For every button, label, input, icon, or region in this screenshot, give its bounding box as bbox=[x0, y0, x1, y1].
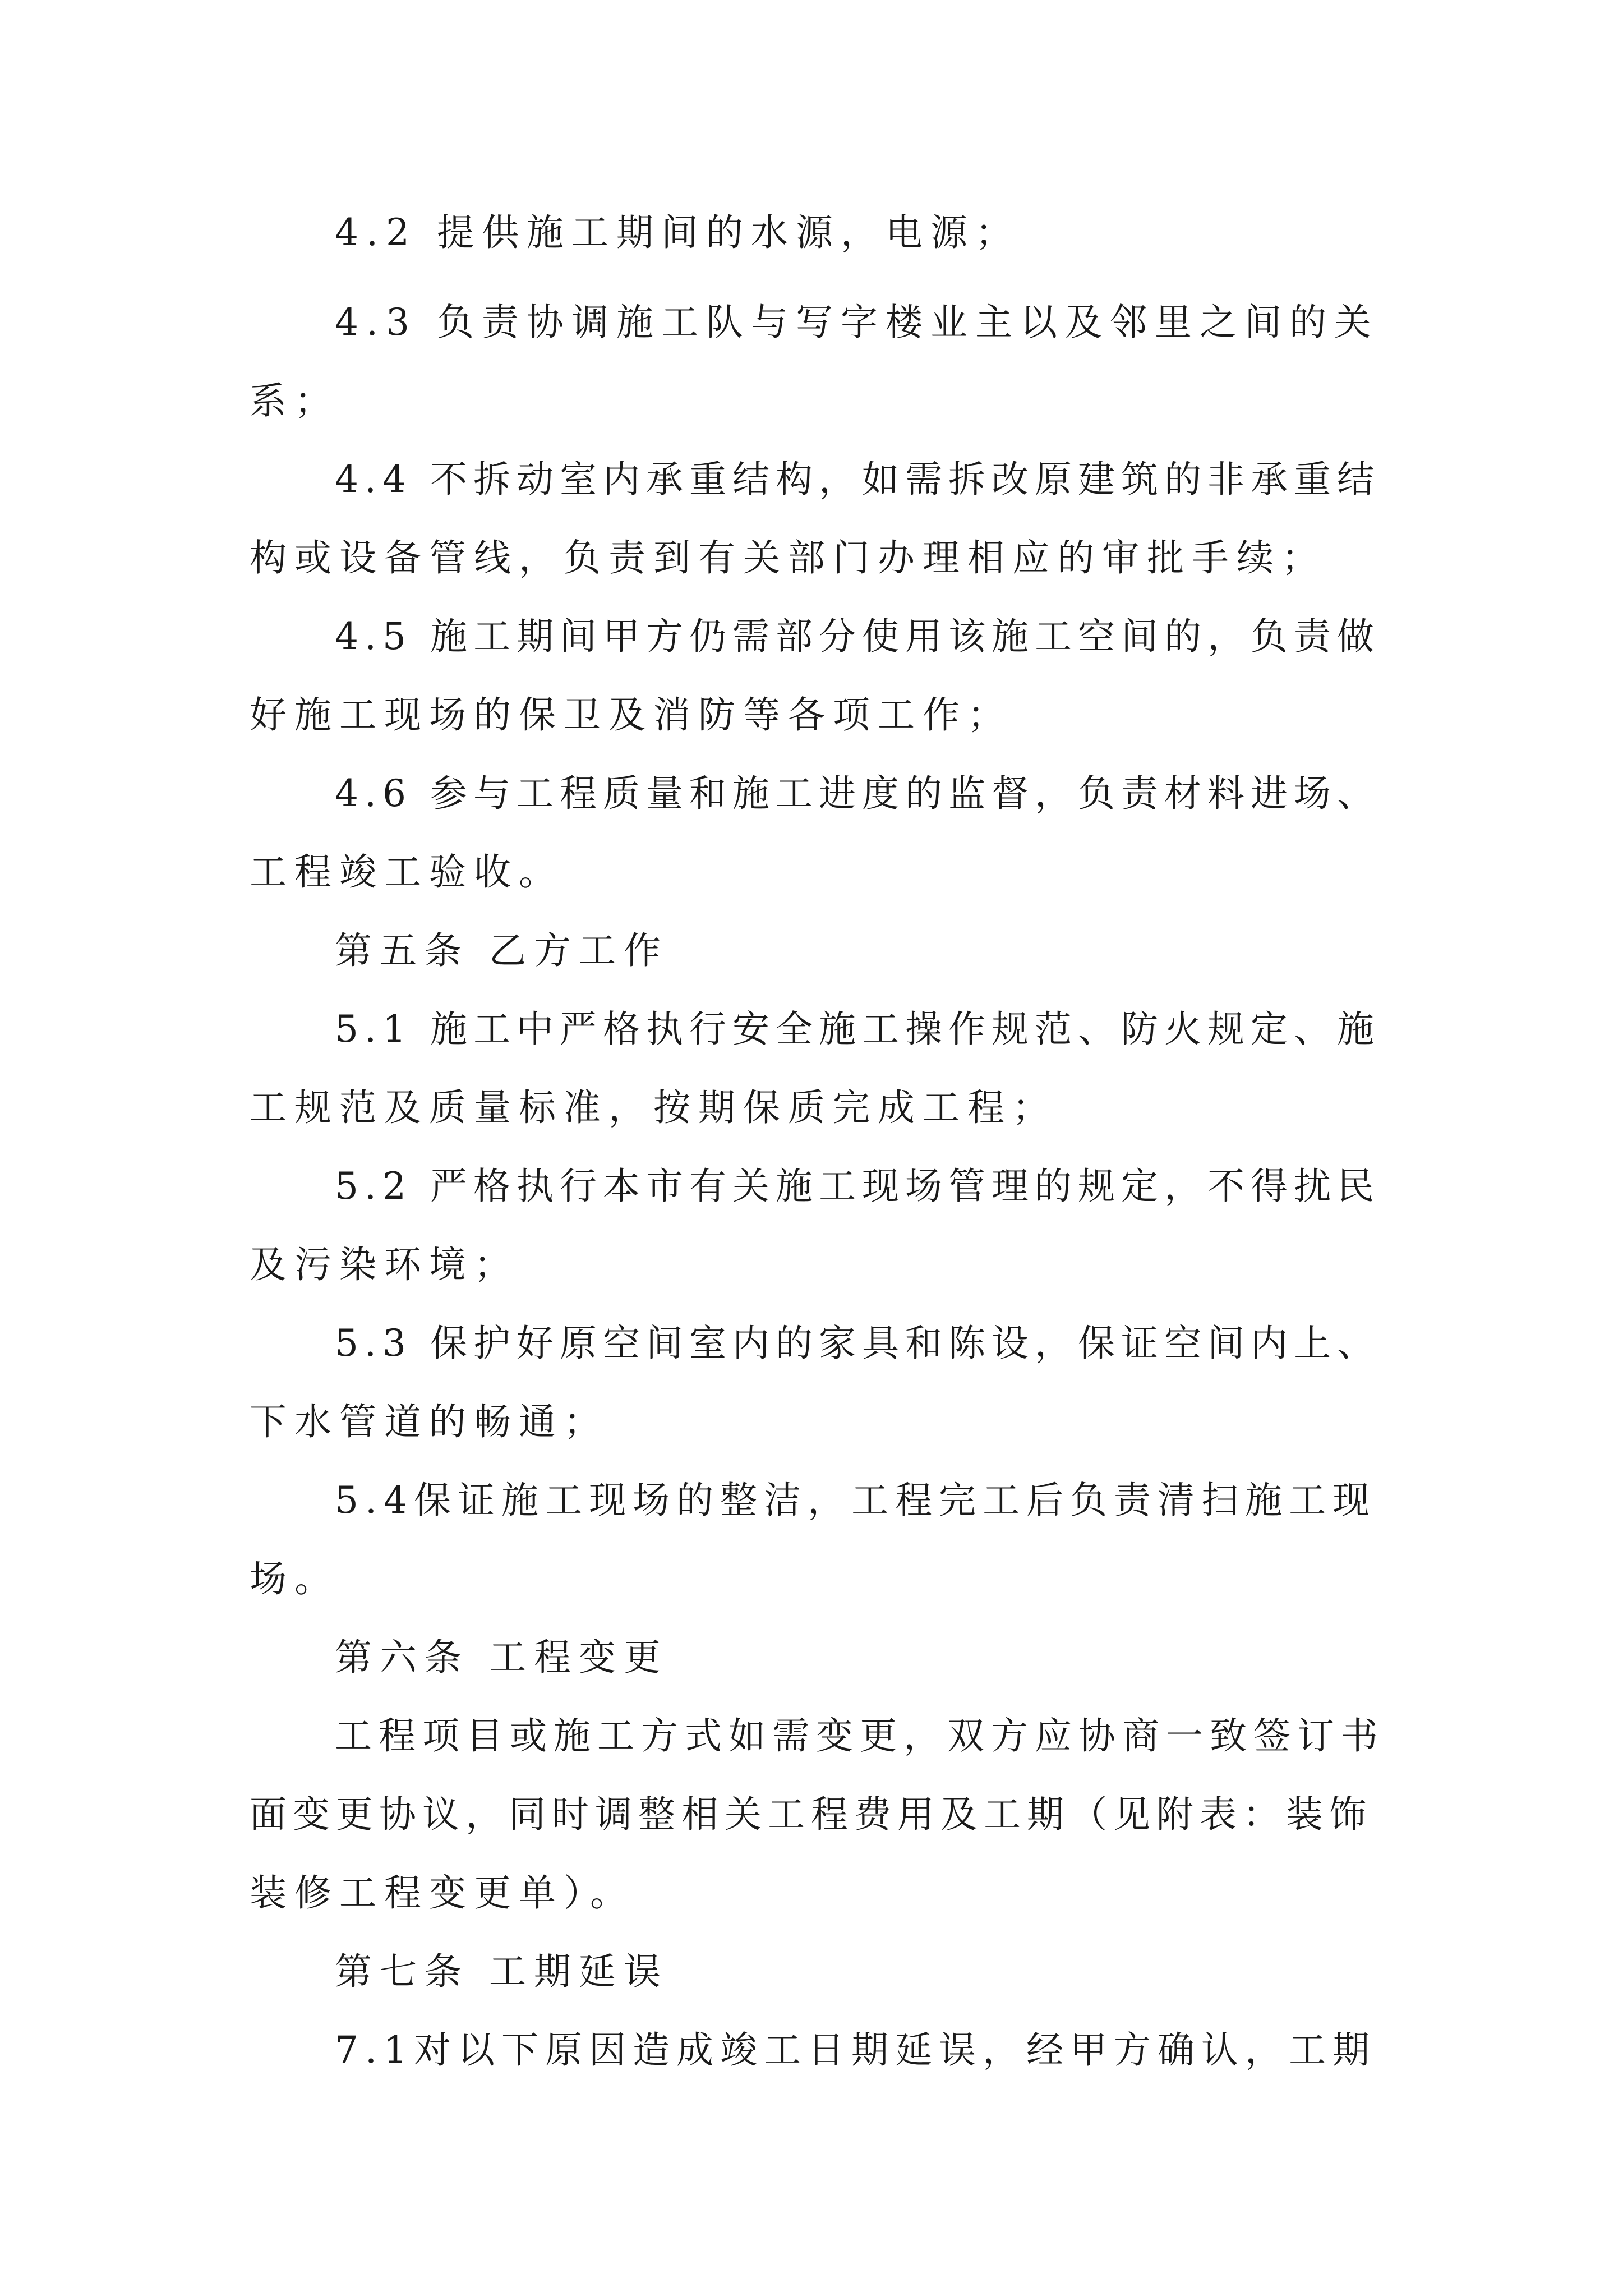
clause-4-4: 4.4 不拆动室内承重结构，如需拆改原建筑的非承重结 bbox=[335, 458, 1380, 501]
clause-5-2-cont: 及污染环境； bbox=[250, 1243, 519, 1286]
article-7-heading: 第七条 工期延误 bbox=[335, 1950, 668, 1993]
clause-4-6-cont: 工程竣工验收。 bbox=[250, 850, 564, 894]
clause-4-2: 4.2 提供施工期间的水源，电源； bbox=[335, 211, 1020, 254]
article-6-heading: 第六条 工程变更 bbox=[335, 1636, 668, 1679]
clause-5-4: 5.4保证施工现场的整洁，工程完工后负责清扫施工现 bbox=[335, 1479, 1376, 1522]
clause-5-1: 5.1 施工中严格执行安全施工操作规范、防火规定、施 bbox=[335, 1007, 1380, 1051]
clause-5-4-cont: 场。 bbox=[250, 1557, 339, 1600]
clause-4-3-cont: 系； bbox=[250, 379, 339, 422]
clause-4-5-cont: 好施工现场的保卫及消防等各项工作； bbox=[250, 693, 1012, 737]
clause-4-6: 4.6 参与工程质量和施工进度的监督，负责材料进场、 bbox=[335, 772, 1380, 815]
article-6-para: 工程项目或施工方式如需变更，双方应协商一致签订书 bbox=[335, 1714, 1385, 1757]
clause-7-1: 7.1对以下原因造成竣工日期延误，经甲方确认，工期 bbox=[335, 2028, 1376, 2072]
clause-5-2: 5.2 严格执行本市有关施工现场管理的规定，不得扰民 bbox=[335, 1165, 1380, 1208]
clause-5-1-cont: 工规范及质量标准，按期保质完成工程； bbox=[250, 1086, 1057, 1129]
clause-5-3: 5.3 保护好原空间室内的家具和陈设，保证空间内上、 bbox=[335, 1322, 1380, 1365]
clause-4-4-cont: 构或设备管线，负责到有关部门办理相应的审批手续； bbox=[250, 536, 1326, 579]
article-6-para-cont-2: 装修工程变更单）。 bbox=[250, 1871, 635, 1915]
article-6-para-cont-1: 面变更协议，同时调整相关工程费用及工期（见附表：装饰 bbox=[250, 1793, 1372, 1836]
clause-4-3: 4.3 负责协调施工队与写字楼业主以及邻里之间的关 bbox=[335, 301, 1379, 344]
article-5-heading: 第五条 乙方工作 bbox=[335, 929, 668, 972]
clause-4-5: 4.5 施工期间甲方仍需部分使用该施工空间的，负责做 bbox=[335, 615, 1380, 658]
clause-5-3-cont: 下水管道的畅通； bbox=[250, 1400, 608, 1443]
